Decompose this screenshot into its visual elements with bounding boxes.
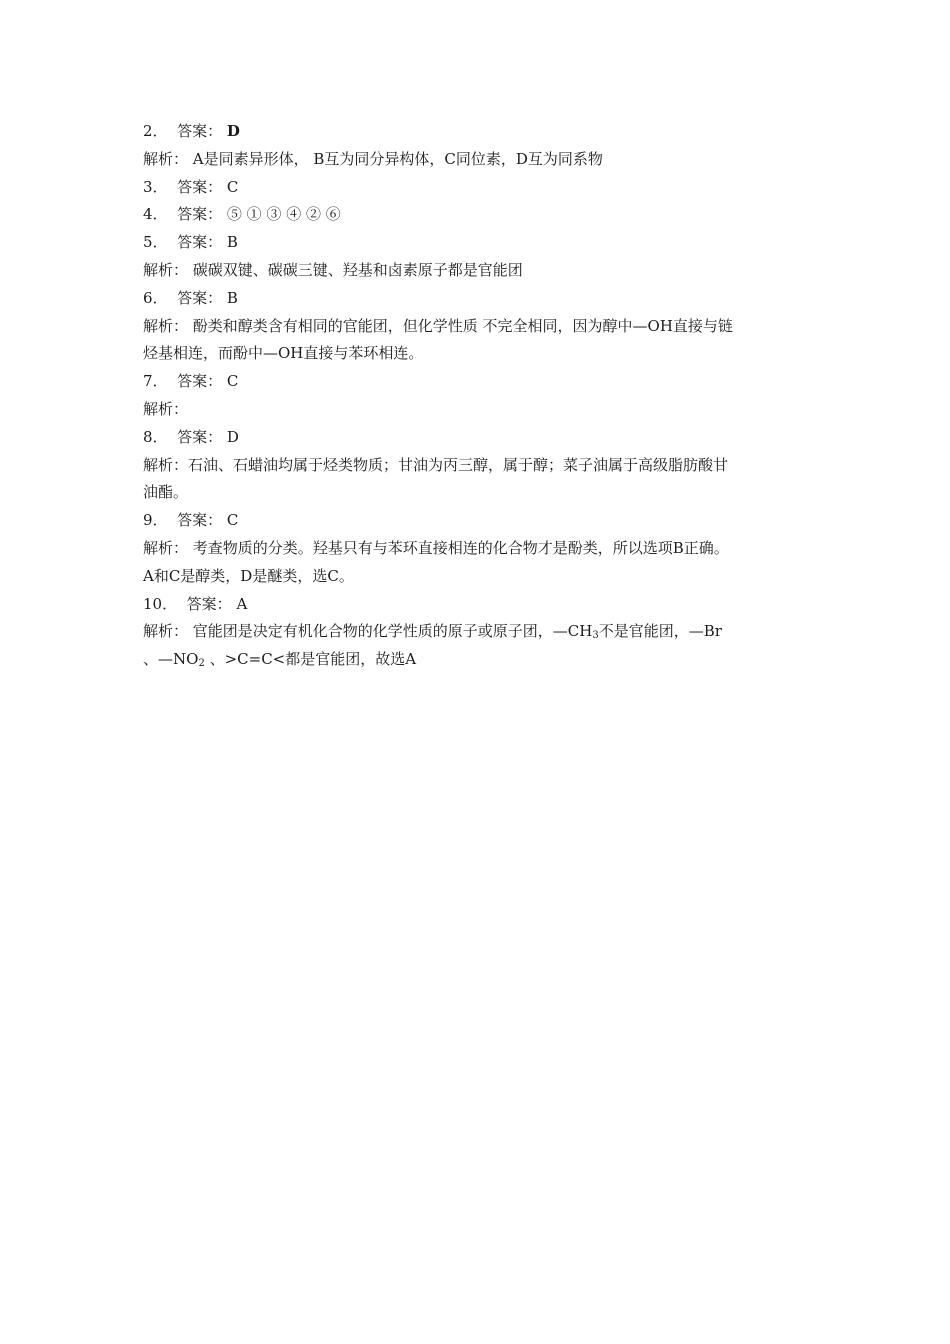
answer-value: A [236,594,248,613]
answer-line-2 [143,118,805,146]
analysis-line-2: 解析： A是同素异形体， B互为同分异构体，C同位素，D互为同系物 [143,149,603,168]
analysis-text: 解析： 官能团是决定有机化合物的化学性质的原子或原子团，—CH [143,622,593,641]
answer-value: C [226,511,239,530]
answer-line-7 [143,368,805,396]
answer-line-9 [143,507,805,535]
answer-value: B [226,233,238,252]
subscript-3: 3 [592,630,599,642]
analysis-text: 、>C=C<都是官能团，故选A [204,650,417,669]
answer-document [143,118,805,674]
answer-line-8 [143,424,805,452]
question-number: 7． [143,372,168,391]
answer-label: 答案： [177,233,223,252]
answer-line-6 [143,285,805,313]
answer-value: D [226,427,239,446]
answer-value: C [226,372,239,391]
answer-value: D [226,122,240,140]
analysis-text: 不是官能团，—Br [598,622,722,641]
analysis-line-10b [143,646,805,674]
answer-line-4 [143,201,805,229]
answer-label: 答案： [177,511,223,530]
analysis-line-9b: A和C是醇类，D是醚类，选C。 [143,566,354,585]
question-number: 5． [143,233,168,252]
analysis-line-8a: 解析：石油、石蜡油均属于烃类物质；甘油为丙三醇，属于醇；菜子油属于高级脂肪酸甘 [143,455,729,474]
question-number: 10． [143,594,178,613]
analysis-line-8b: 油酯。 [143,483,189,502]
answer-value: ⑤ ① ③ ④ ② ⑥ [226,205,341,224]
answer-label: 答案： [177,205,223,224]
analysis-line-6a: 解析： 酚类和醇类含有相同的官能团，但化学性质 不完全相同，因为醇中—OH直接与链 [143,316,733,335]
question-number: 8． [143,427,168,446]
question-number: 9． [143,511,168,530]
answer-line-10 [143,591,805,619]
answer-label: 答案： [177,177,223,196]
question-number: 6． [143,288,168,307]
question-number: 2． [143,122,168,140]
answer-label: 答案： [186,594,232,613]
analysis-line-6b: 烃基相连，而酚中—OH直接与苯环相连。 [143,344,424,363]
answer-value: C [226,177,239,196]
analysis-text: 、—NO [143,650,199,669]
answer-line-5 [143,229,805,257]
analysis-line-10a [143,618,805,646]
analysis-line-5: 解析： 碳碳双键、碳碳三键、羟基和卤素原子都是官能团 [143,260,523,279]
answer-label: 答案： [177,122,223,140]
question-number: 4． [143,205,168,224]
answer-label: 答案： [177,427,223,446]
subscript-2: 2 [198,658,205,670]
answer-value: B [226,288,238,307]
question-number: 3． [143,177,168,196]
answer-label: 答案： [177,372,223,391]
analysis-line-7: 解析： [143,399,189,418]
answer-line-3 [143,174,805,202]
analysis-line-9a: 解析： 考查物质的分类。羟基只有与苯环直接相连的化合物才是酚类，所以选项B正确。 [143,538,729,557]
answer-label: 答案： [177,288,223,307]
